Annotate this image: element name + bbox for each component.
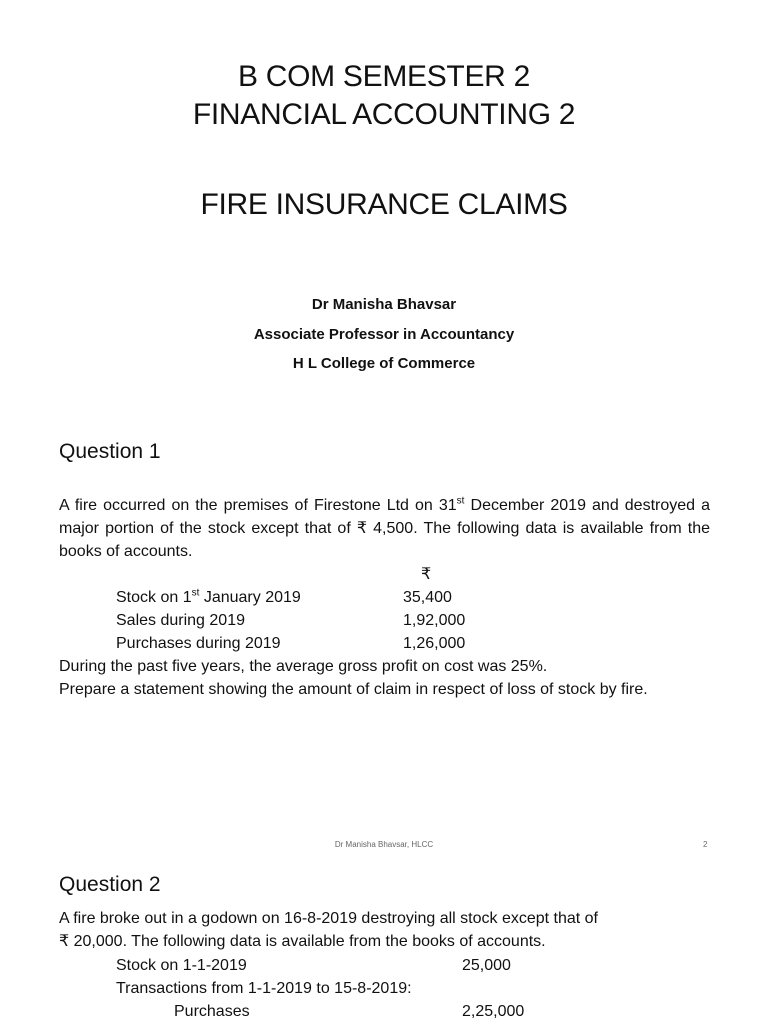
q1-item-label: Sales during 2019 (116, 612, 245, 629)
q1-note: During the past five years, the average gross profit on cost was 25%. (59, 658, 548, 675)
currency-header: ₹ (421, 566, 432, 583)
q1-para-sup: st (456, 495, 465, 507)
document-title (0, 58, 768, 134)
q1-item-value: 1,92,000 (403, 612, 466, 629)
author-block (0, 290, 768, 379)
q1-para-part1: A fire occurred on the premises of Firestone Ltd on 31 (59, 497, 457, 514)
page-number: 2 (703, 840, 708, 849)
footer-text: Dr Manisha Bhavsar, HLCC (334, 840, 434, 849)
q1-item-label (116, 586, 301, 609)
q2-stock-label: Stock on 1-1-2019 (116, 957, 247, 974)
question-1-heading: Question 1 (59, 440, 161, 463)
q2-line-1: A fire broke out in a godown on 16-8-2019 destroying all stock except that of (59, 910, 598, 927)
q1-instruction: Prepare a statement showing the amount of claim in respect of loss of stock by fire. (59, 681, 648, 698)
q1-para-part2: December 2019 and destroyed a major portion of the stock except that of ₹ 4,500. The following data is available from the books of accounts. (59, 497, 711, 560)
title-line-1: B COM SEMESTER 2 (238, 60, 530, 93)
q2-purchases-label: Purchases (174, 1003, 250, 1020)
q2-line-2: ₹ 20,000. The following data is available from the books of accounts. (59, 933, 546, 950)
title-line-2: FINANCIAL ACCOUNTING 2 (192, 98, 576, 131)
q2-transactions-label: Transactions from 1-1-2019 to 15-8-2019: (116, 980, 412, 997)
q1-item-label-text: Stock on 1 (116, 589, 192, 606)
q1-item-value: 35,400 (403, 589, 452, 606)
author-name: Dr Manisha Bhavsar (311, 296, 457, 313)
topic-title-block (0, 186, 768, 224)
author-college: H L College of Commerce (292, 355, 476, 372)
q1-item-label-sup: st (191, 587, 200, 599)
question-2-heading: Question 2 (59, 873, 161, 896)
question-1-paragraph (59, 494, 710, 563)
q2-stock-value: 25,000 (462, 957, 511, 974)
q2-purchases-value: 2,25,000 (462, 1003, 525, 1020)
q1-item-label-text: January 2019 (199, 589, 301, 606)
q1-item-value: 1,26,000 (403, 635, 466, 652)
author-position: Associate Professor in Accountancy (253, 325, 515, 343)
q1-item-label: Purchases during 2019 (116, 635, 281, 652)
topic-title: FIRE INSURANCE CLAIMS (200, 188, 568, 221)
